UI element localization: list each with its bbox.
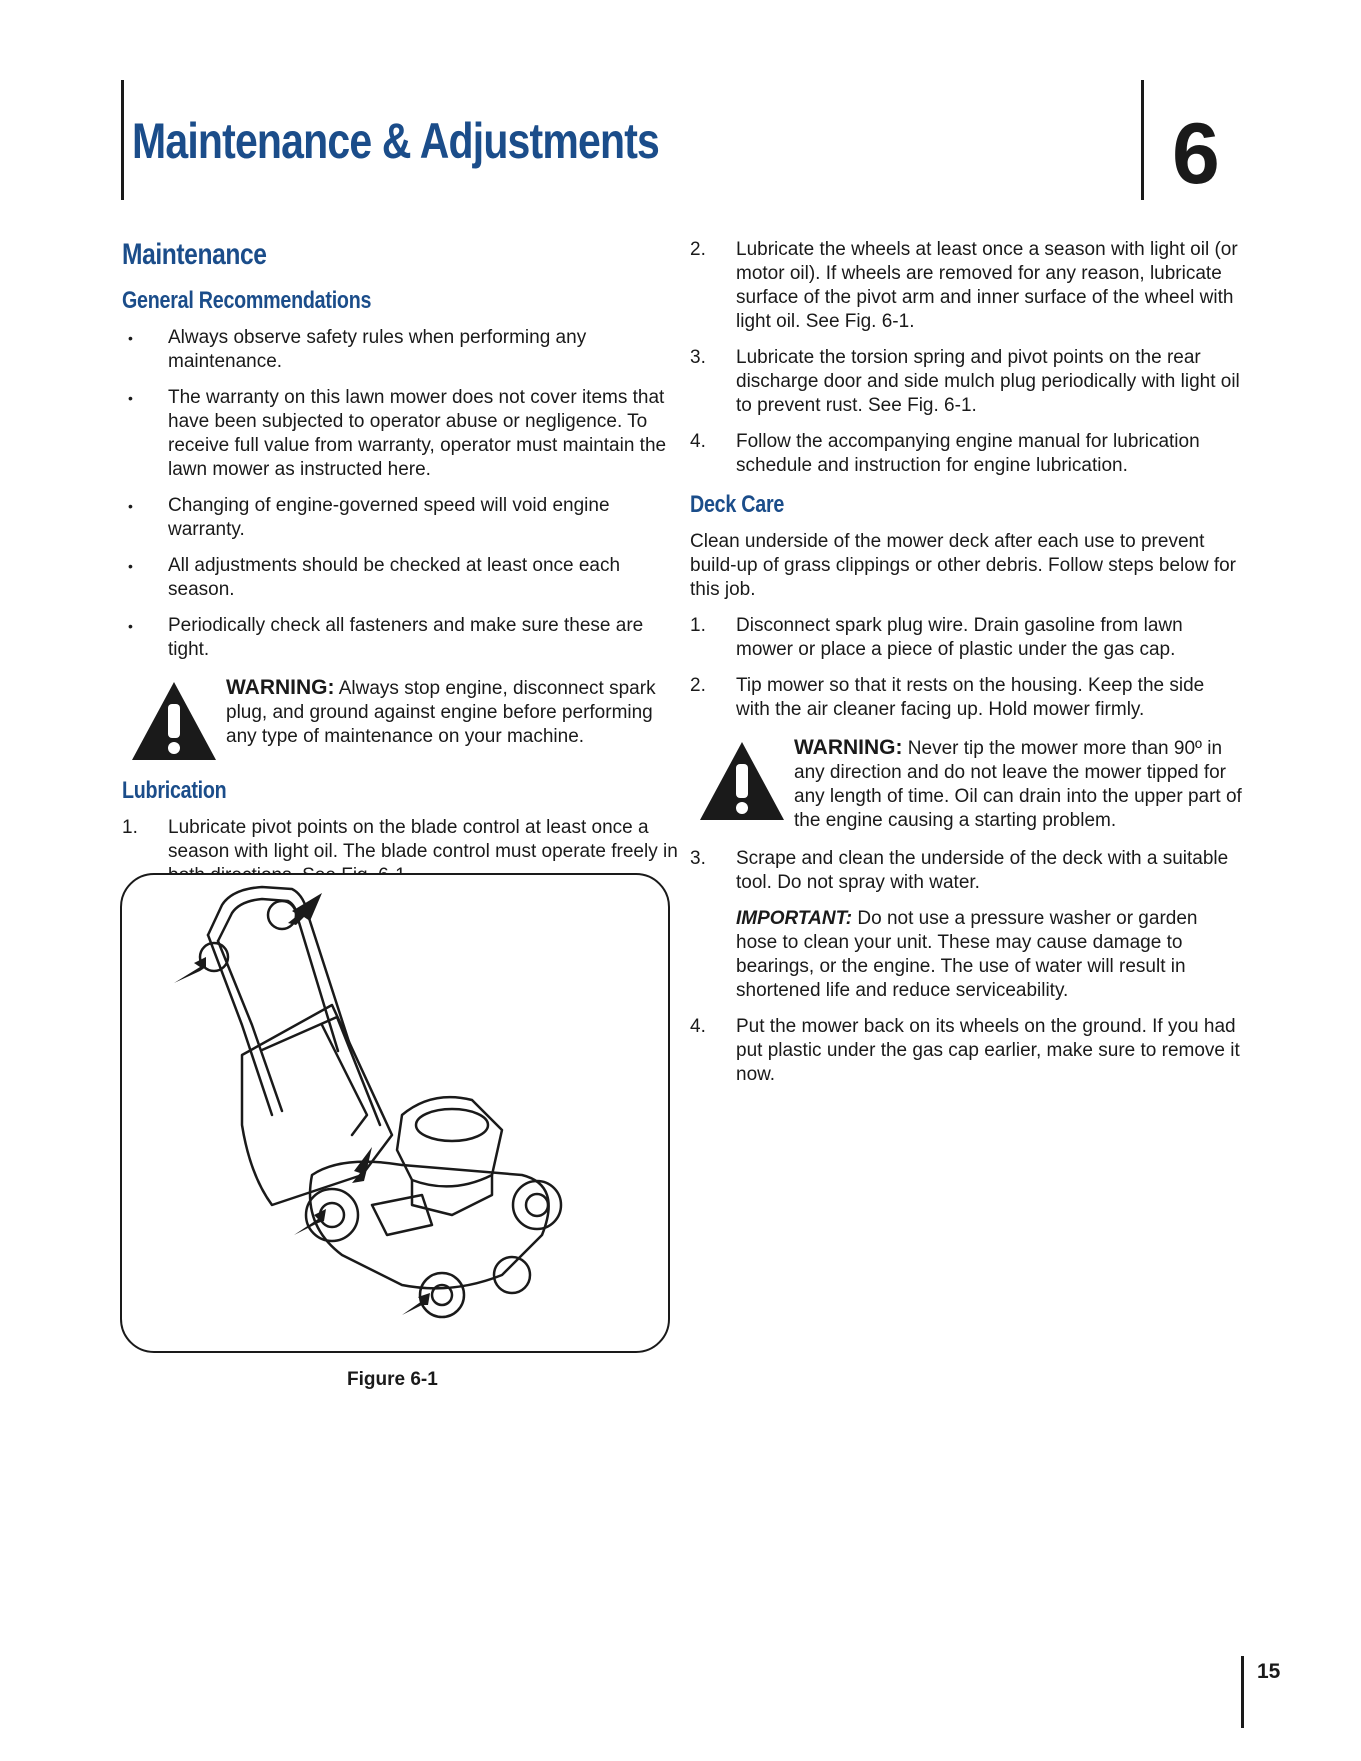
list-item-text: Lubricate pivot points on the blade control at least once a season with light oil. The blade control must operate freely in: [168, 817, 678, 862]
figure-frame: [120, 873, 670, 1353]
list-number: 1.: [122, 817, 138, 838]
list-item-text: All adjustments should be checked at least once each season.: [168, 555, 621, 600]
warning-triangle-icon: [130, 680, 218, 762]
important-text: Do not use a pressure washer or garden hose to clean your unit. These may cause damage to bearings, or the engine. The use of water will result in shortened life and reduce serviceability.: [736, 908, 1198, 1001]
list-item: [690, 238, 1242, 334]
right-column: [690, 238, 1242, 1099]
bullet-icon: •: [128, 558, 133, 574]
list-item-text: Scrape and clean the underside of the deck with a suitable tool. Do not spray with water.: [736, 848, 1229, 893]
bullet-icon: •: [128, 618, 133, 634]
list-number: 4.: [690, 1016, 706, 1037]
list-item-text: Follow the accompanying engine manual for lubrication schedule and instruction for engine lubrication.: [736, 431, 1200, 476]
list-item: [690, 847, 1242, 895]
bullet-icon: •: [128, 330, 133, 346]
warning-text: Never tip the mower more than 90º in any direction and do not leave the mower tipped for any length of time. Oil can drain into the upper part of the engine causing a starting problem.: [794, 738, 1242, 831]
warning-text: Always stop engine, disconnect spark plug, and ground against engine before performing any type of maintenance on your machine.: [226, 678, 656, 747]
list-item-text: Lubricate the torsion spring and pivot points on the rear discharge door and side mulch plug periodically with light oil to prevent rust. See Fig. 6-1.: [736, 347, 1240, 416]
deck-care-intro: Clean underside of the mower deck after each use to prevent build-up of grass clippings or other debris. Follow steps below for this job.: [690, 531, 1236, 600]
list-item-text: Changing of engine-governed speed will void engine warranty.: [168, 495, 610, 540]
important-label: IMPORTANT:: [736, 908, 853, 929]
chapter-number: 6: [1172, 106, 1220, 202]
list-item: [122, 614, 682, 662]
important-note: [690, 907, 1242, 1003]
list-item: [690, 346, 1242, 418]
warning-triangle-icon: [698, 740, 786, 822]
list-item-text: Put the mower back on its wheels on the ground. If you had put plastic under the gas cap earlier, make sure to remove it now.: [736, 1016, 1240, 1085]
list-item: [122, 494, 682, 542]
list-item-text: Always observe safety rules when performing any maintenance.: [168, 327, 587, 372]
list-item: [690, 430, 1242, 478]
page-title: Maintenance & Adjustments: [132, 113, 660, 169]
lawn-mower-illustration: [122, 875, 668, 1351]
list-number: 3.: [690, 848, 706, 869]
list-item-text: Tip mower so that it rests on the housing. Keep the side with the air cleaner facing up. Hold mower firmly.: [736, 675, 1205, 720]
deck-care-heading: Deck Care: [690, 491, 785, 518]
bullet-icon: •: [128, 390, 133, 406]
list-item: [690, 1015, 1242, 1087]
list-item-text: The warranty on this lawn mower does not cover items that have been subjected to operator abuse or negligence. To receive full value from warranty, operator must maintain the lawn mower as instructed here.: [168, 387, 667, 480]
maintenance-heading: Maintenance: [122, 238, 267, 271]
list-item-text: Lubricate the wheels at least once a season with light oil (or motor oil). If wheels are removed for any reason, lubricate surface of the pivot arm and inner surface of the wheel with light oil. See Fig. 6-1.: [736, 239, 1238, 332]
list-item: [122, 386, 682, 482]
list-item: [122, 554, 682, 602]
page-number-rule: [1241, 1656, 1244, 1728]
warning-block: [122, 676, 682, 762]
bullet-icon: •: [128, 498, 133, 514]
warning-block: [690, 736, 1242, 833]
list-item: [122, 326, 682, 374]
left-column: [122, 238, 682, 900]
warning-label: WARNING:: [794, 736, 903, 759]
list-item: [690, 614, 1242, 662]
title-rule: [121, 80, 124, 200]
warning-label: WARNING:: [226, 676, 335, 699]
figure-caption: Figure 6-1: [347, 1369, 438, 1390]
list-number: 2.: [690, 239, 706, 260]
lubrication-heading: Lubrication: [122, 777, 227, 804]
general-recommendations-heading: General Recommendations: [122, 287, 372, 314]
list-number: 2.: [690, 675, 706, 696]
list-item: [690, 674, 1242, 722]
page-number: 15: [1257, 1660, 1281, 1683]
list-number: 4.: [690, 431, 706, 452]
list-item-text: Periodically check all fasteners and make sure these are tight.: [168, 615, 644, 660]
chapter-rule: [1141, 80, 1144, 200]
list-number: 1.: [690, 615, 706, 636]
list-item-text: Disconnect spark plug wire. Drain gasoline from lawn mower or place a piece of plastic under the gas cap.: [736, 615, 1183, 660]
list-number: 3.: [690, 347, 706, 368]
